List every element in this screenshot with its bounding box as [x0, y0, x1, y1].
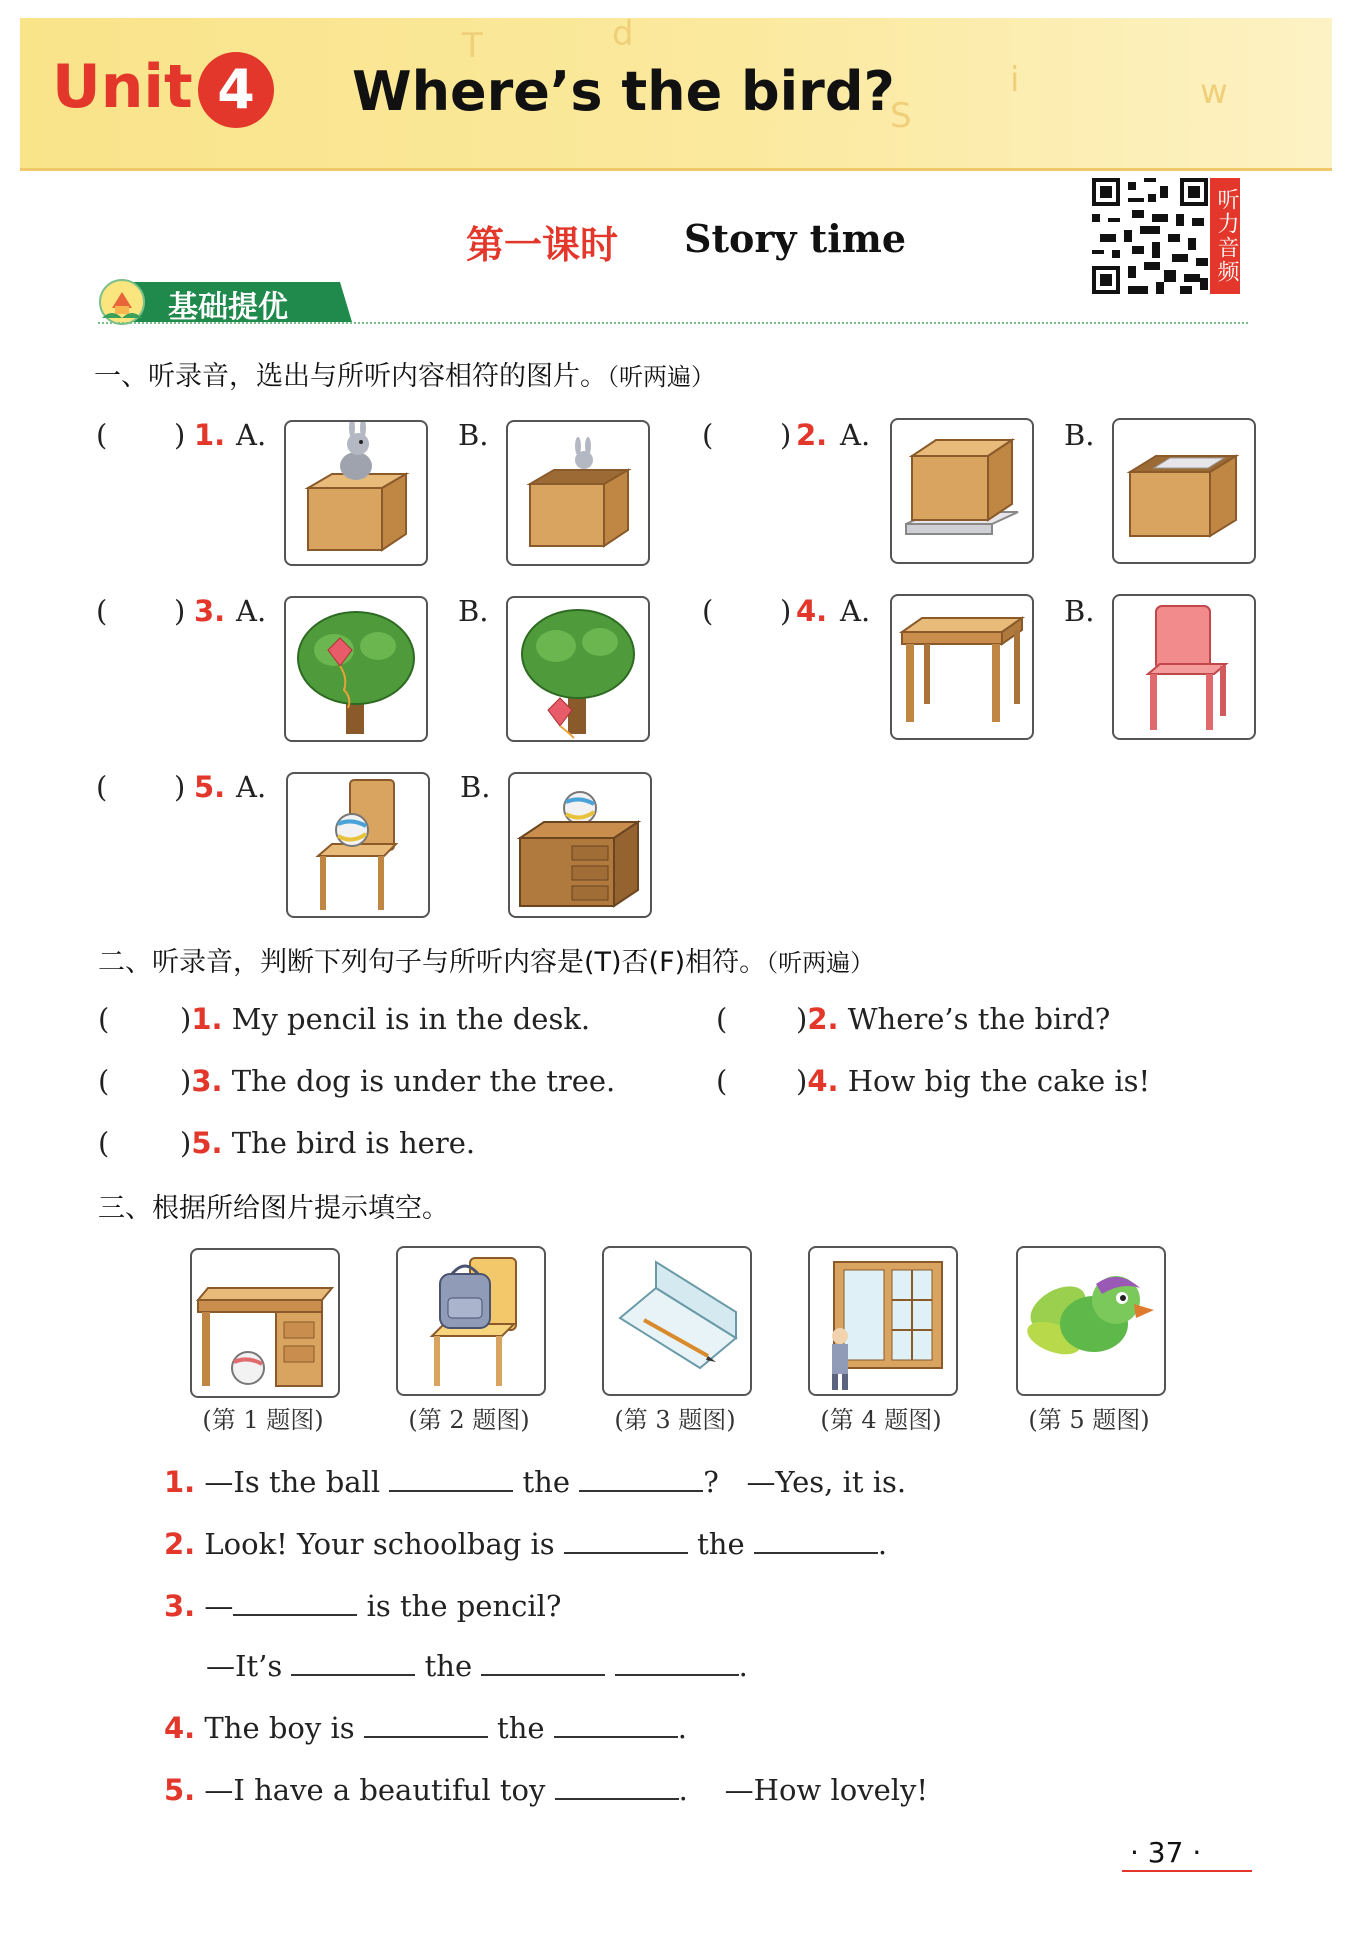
answer-blank[interactable] — [564, 1524, 688, 1554]
option-image-book-in-box[interactable] — [1112, 418, 1256, 564]
answer-paren[interactable]: ( — [96, 594, 108, 628]
decor-letter: d — [612, 14, 634, 54]
decor-letter: T — [462, 26, 483, 66]
option-a-label: A. — [236, 594, 267, 628]
option-b-label: B. — [1064, 418, 1095, 452]
tf-item: )4. How big the cake is! — [796, 1064, 1151, 1098]
answer-blank[interactable] — [555, 1770, 679, 1800]
unit-title: Where’s the bird? — [352, 60, 895, 123]
option-b-label: B. — [458, 594, 489, 628]
answer-blank[interactable] — [554, 1708, 678, 1738]
answer-blank[interactable] — [389, 1462, 513, 1492]
option-image-ball-on-chair[interactable] — [286, 772, 430, 918]
unit-label: Unit — [52, 52, 193, 122]
answer-paren[interactable]: ( — [98, 1126, 110, 1160]
answer-paren[interactable]: ( — [702, 594, 714, 628]
section1-title: 一、听录音，选出与所听内容相符的图片。（听两遍） — [94, 361, 715, 392]
qr-code-icon — [1092, 178, 1208, 294]
tf-item: )2. Where’s the bird? — [796, 1002, 1111, 1036]
answer-paren[interactable]: ) — [780, 594, 792, 628]
answer-paren[interactable]: ) — [174, 594, 186, 628]
listening-audio-label[interactable]: 听力音频 — [1210, 178, 1240, 294]
lesson-title-cn: 第一课时 — [466, 222, 619, 267]
section2-title: 二、听录音，判断下列句子与所听内容是(T)否(F)相符。（听两遍） — [98, 947, 875, 978]
option-image-book-under-box[interactable] — [890, 418, 1034, 564]
question-number: 5. — [194, 770, 226, 804]
option-image-kite-under-tree[interactable] — [506, 596, 650, 742]
caption-3: (第 3 题图) — [614, 1406, 736, 1434]
caption-4: (第 4 题图) — [820, 1406, 942, 1434]
page-number-underline — [1122, 1870, 1252, 1872]
decor-letter: S — [890, 96, 912, 136]
answer-paren[interactable]: ( — [98, 1002, 110, 1036]
answer-blank[interactable] — [364, 1708, 488, 1738]
tf-item: )3. The dog is under the tree. — [180, 1064, 616, 1098]
caption-5: (第 5 题图) — [1028, 1406, 1150, 1434]
tf-item: )5. The bird is here. — [180, 1126, 476, 1160]
section3-title: 三、根据所给图片提示填空。 — [98, 1193, 449, 1224]
question-number: 4. — [796, 594, 828, 628]
option-b-label: B. — [458, 418, 489, 452]
fill-question-5: 5. —I have a beautiful toy . —How lovely! — [164, 1770, 928, 1807]
fill-question-3: 3. — is the pencil? — [164, 1586, 561, 1623]
hint-image-5 — [1016, 1246, 1166, 1396]
section-badge-text: 基础提优 — [168, 290, 288, 325]
answer-paren[interactable]: ( — [716, 1002, 728, 1036]
hint-image-2 — [396, 1246, 546, 1396]
lesson-title-en: Story time — [684, 216, 907, 261]
answer-paren[interactable]: ( — [96, 770, 108, 804]
caption-2: (第 2 题图) — [408, 1406, 530, 1434]
answer-blank[interactable] — [233, 1586, 357, 1616]
option-image-chair[interactable] — [1112, 594, 1256, 740]
fill-question-2: 2. Look! Your schoolbag is the . — [164, 1524, 887, 1561]
question-number: 2. — [796, 418, 828, 452]
answer-paren[interactable]: ) — [780, 418, 792, 452]
hint-image-3 — [602, 1246, 752, 1396]
answer-paren[interactable]: ) — [174, 418, 186, 452]
option-b-label: B. — [1064, 594, 1095, 628]
option-a-label: A. — [236, 770, 267, 804]
fill-question-1: 1. —Is the ball the ? —Yes, it is. — [164, 1462, 906, 1499]
question-number: 3. — [194, 594, 226, 628]
answer-blank[interactable] — [579, 1462, 703, 1492]
option-image-ball-on-desk[interactable] — [508, 772, 652, 918]
fill-question-4: 4. The boy is the . — [164, 1708, 687, 1745]
unit-number-badge: 4 — [198, 52, 274, 128]
caption-1: (第 1 题图) — [202, 1406, 324, 1434]
option-image-rabbit-in-box[interactable] — [506, 420, 650, 566]
answer-paren[interactable]: ( — [98, 1064, 110, 1098]
answer-paren[interactable]: ( — [716, 1064, 728, 1098]
answer-blank[interactable] — [615, 1646, 739, 1676]
option-a-label: A. — [840, 594, 871, 628]
answer-paren[interactable]: ( — [702, 418, 714, 452]
answer-blank[interactable] — [481, 1646, 605, 1676]
option-a-label: A. — [840, 418, 871, 452]
option-a-label: A. — [236, 418, 267, 452]
option-image-kite-in-tree[interactable] — [284, 596, 428, 742]
divider — [98, 322, 1248, 324]
option-image-rabbit-on-box[interactable] — [284, 420, 428, 566]
page-number: · 37 · — [1130, 1836, 1202, 1869]
tf-item: )1. My pencil is in the desk. — [180, 1002, 591, 1036]
answer-blank[interactable] — [754, 1524, 878, 1554]
option-b-label: B. — [460, 770, 491, 804]
hint-image-1 — [190, 1248, 340, 1398]
option-image-desk[interactable] — [890, 594, 1034, 740]
answer-blank[interactable] — [291, 1646, 415, 1676]
qr-code[interactable] — [1092, 178, 1208, 294]
answer-paren[interactable]: ( — [96, 418, 108, 452]
answer-paren[interactable]: ) — [174, 770, 186, 804]
decor-letter: w — [1200, 72, 1228, 112]
decor-letter: i — [1010, 60, 1020, 100]
fill-question-3-answer: —It’s the . — [206, 1646, 748, 1683]
question-number: 1. — [194, 418, 226, 452]
hint-image-4 — [808, 1246, 958, 1396]
